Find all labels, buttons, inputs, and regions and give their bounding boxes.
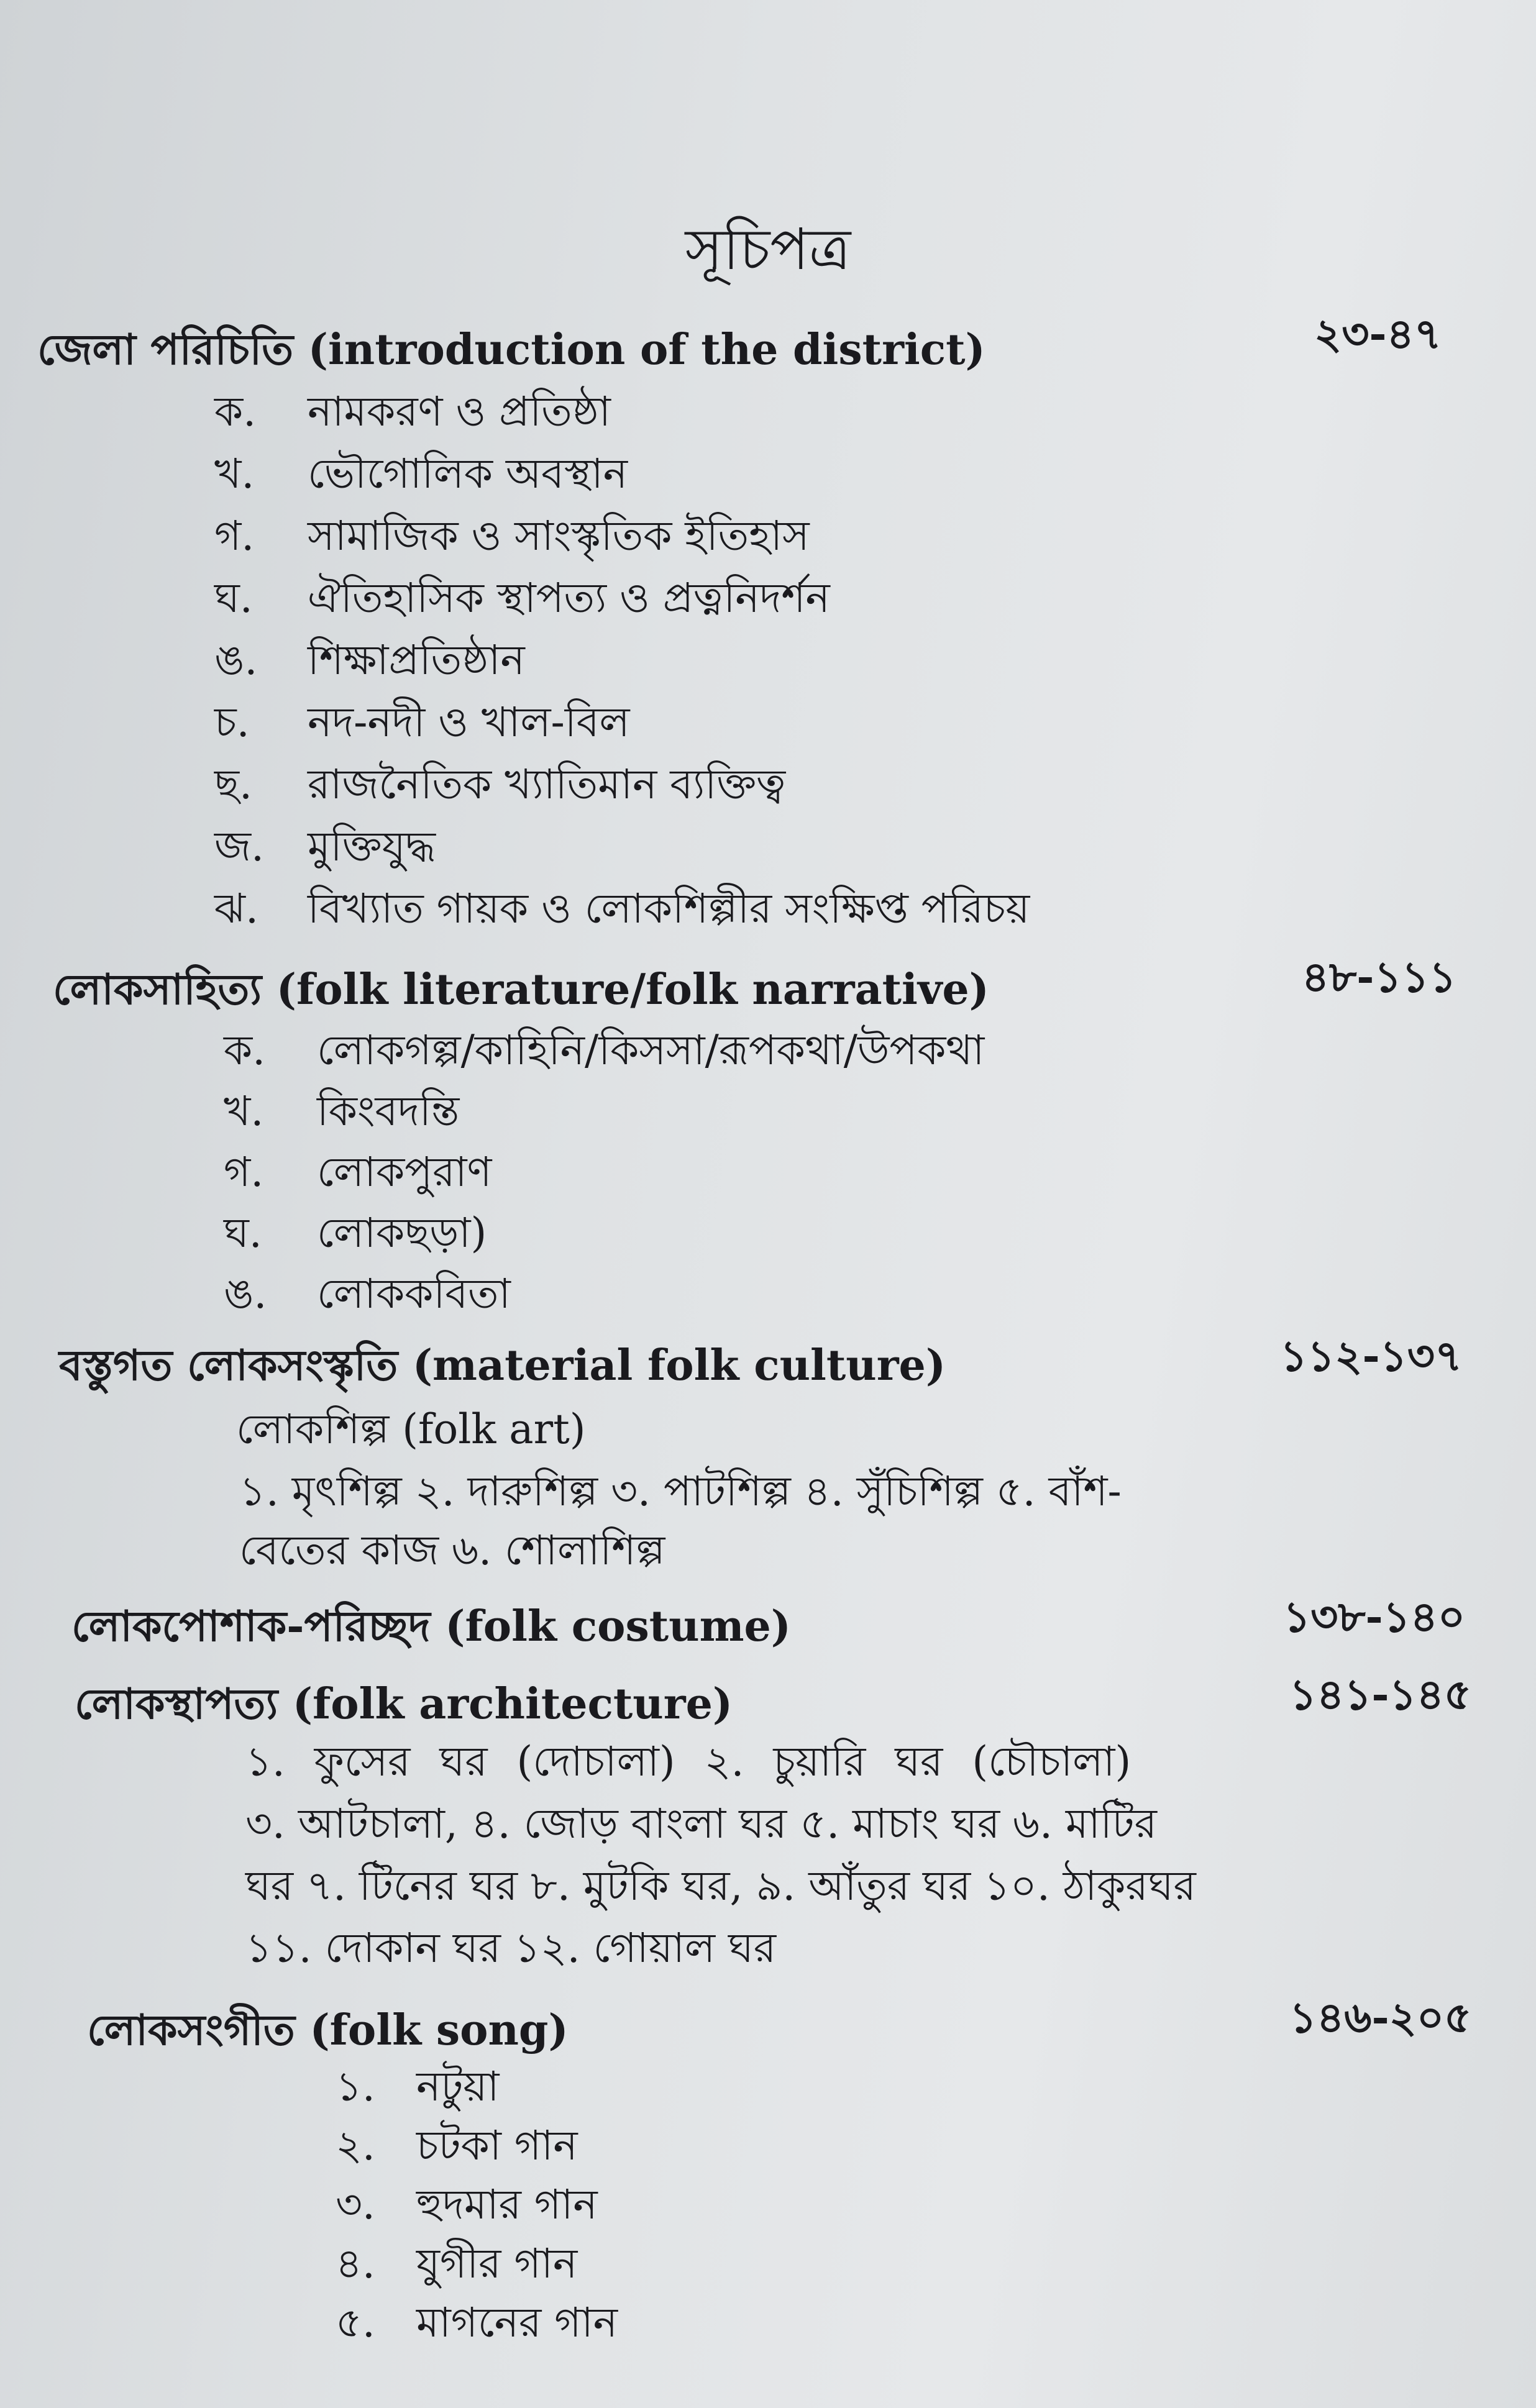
item-mark: খ. bbox=[224, 1087, 264, 1135]
item-text: মুক্তিযুদ্ধ bbox=[308, 823, 436, 870]
list-item bbox=[214, 567, 830, 635]
item-text: শিক্ষাপ্রতিষ্ঠান bbox=[308, 636, 525, 684]
list-item bbox=[214, 753, 785, 821]
paragraph-line: ৩. আটচালা, ৪. জোড় বাংলা ঘর ৫. মাচাং ঘর ৬. মাটির bbox=[245, 1800, 1157, 1848]
list-item bbox=[336, 2114, 578, 2182]
section-heading-folk-song: লোকসংগীত (folk song) bbox=[87, 2005, 569, 2055]
item-text: ভৌগোলিক অবস্থান bbox=[308, 450, 628, 498]
item-text: রাজনৈতিক খ্যাতিমান ব্যক্তিত্ব bbox=[308, 760, 786, 808]
list-item bbox=[336, 2291, 618, 2360]
page-title: সূচিপত্র bbox=[685, 216, 851, 283]
item-text: লোকপুরাণ bbox=[317, 1148, 492, 1196]
section-pages-costume: ১৩৮-১৪০ bbox=[1283, 1592, 1466, 1642]
item-text: যুগীর গান bbox=[416, 2240, 578, 2287]
list-item bbox=[214, 691, 630, 759]
item-text: লোকগল্প/কাহিনি/কিসসা/রূপকথা/উপকথা bbox=[317, 1026, 985, 1074]
item-mark: ৪. bbox=[336, 2240, 375, 2287]
item-mark: ১. bbox=[336, 2063, 375, 2110]
section-pages-district: ২৩-৪৭ bbox=[1314, 309, 1442, 359]
section-pages-material-culture: ১১২-১৩৭ bbox=[1280, 1331, 1463, 1381]
item-mark: গ. bbox=[224, 1148, 264, 1196]
paragraph-line: ১১. দোকান ঘর ১২. গোয়াল ঘর bbox=[245, 1924, 777, 1972]
section-pages-architecture: ১৪১-১৪৫ bbox=[1289, 1670, 1471, 1720]
item-mark: জ. bbox=[214, 823, 265, 870]
list-item bbox=[336, 2173, 598, 2242]
item-mark: ঘ. bbox=[214, 574, 253, 622]
subheading-folk-art: লোকশিল্প (folk art) bbox=[236, 1405, 586, 1453]
item-mark: ক. bbox=[214, 388, 257, 436]
section-heading-material-culture: বস্তুগত লোকসংস্কৃতি (material folk culture) bbox=[59, 1341, 946, 1390]
item-text: সামাজিক ও সাংস্কৃতিক ইতিহাস bbox=[308, 512, 810, 560]
item-text: বিখ্যাত গায়ক ও লোকশিল্পীর সংক্ষিপ্ত পরিচয় bbox=[308, 885, 1030, 933]
list-item bbox=[214, 629, 525, 697]
list-item bbox=[214, 442, 628, 511]
list-item bbox=[224, 1202, 487, 1270]
list-item bbox=[214, 815, 436, 883]
list-item bbox=[214, 877, 1030, 946]
item-text: কিংবদন্তি bbox=[317, 1087, 460, 1135]
item-text: হুদমার গান bbox=[416, 2181, 598, 2228]
item-text: নটুয়া bbox=[416, 2063, 500, 2110]
item-mark: ঙ. bbox=[224, 1270, 267, 1318]
paragraph-line: ১. মৃৎশিল্প ২. দারুশিল্প ৩. পাটশিল্প ৪. সুঁচিশিল্প ৫. বাঁশ- bbox=[239, 1467, 1122, 1515]
list-item bbox=[214, 380, 611, 449]
section-heading-literature: লোকসাহিত্য (folk literature/folk narrative) bbox=[53, 965, 989, 1015]
list-item bbox=[224, 1080, 459, 1148]
item-mark: ৩. bbox=[336, 2181, 375, 2228]
section-heading-costume: লোকপোশাক-পরিচ্ছদ (folk costume) bbox=[71, 1602, 791, 1651]
item-mark: গ. bbox=[214, 512, 255, 560]
section-heading-architecture: লোকস্থাপত্য (folk architecture) bbox=[75, 1679, 733, 1729]
section-pages-folk-song: ১৪৬-২০৫ bbox=[1289, 1993, 1472, 2043]
item-mark: ক. bbox=[224, 1026, 266, 1074]
section-pages-literature: ৪৮-১১১ bbox=[1302, 952, 1456, 1002]
item-text: মাগনের গান bbox=[416, 2299, 618, 2346]
item-mark: ৫. bbox=[336, 2299, 375, 2346]
item-mark: ঙ. bbox=[214, 636, 258, 684]
list-item bbox=[224, 1262, 511, 1331]
item-text: ঐতিহাসিক স্থাপত্য ও প্রত্ননিদর্শন bbox=[308, 574, 830, 622]
list-item bbox=[336, 2055, 499, 2123]
item-text: লোককবিতা bbox=[317, 1270, 511, 1318]
item-mark: ঘ. bbox=[224, 1209, 262, 1257]
item-text: নামকরণ ও প্রতিষ্ঠা bbox=[308, 388, 611, 436]
item-mark: চ. bbox=[214, 698, 250, 746]
item-mark: ঝ. bbox=[214, 885, 258, 933]
paragraph-line: ঘর ৭. টিনের ঘর ৮. মুটকি ঘর, ৯. আঁতুর ঘর ১০. ঠাকুরঘর bbox=[245, 1862, 1196, 1910]
paragraph-line: বেতের কাজ ৬. শোলাশিল্প bbox=[239, 1526, 665, 1574]
section-heading-district: জেলা পরিচিতি (introduction of the district) bbox=[37, 325, 985, 375]
item-text: চটকা গান bbox=[416, 2122, 578, 2169]
list-item bbox=[224, 1019, 984, 1087]
paragraph-line: ১. ফুসের ঘর (দোচালা) ২. চুয়ারি ঘর (চৌচালা) bbox=[245, 1738, 1131, 1785]
list-item bbox=[336, 2232, 577, 2301]
item-mark: ছ. bbox=[214, 760, 252, 808]
item-mark: খ. bbox=[214, 450, 255, 498]
list-item bbox=[214, 504, 810, 573]
list-item bbox=[224, 1141, 491, 1209]
item-text: নদ-নদী ও খাল-বিল bbox=[308, 698, 630, 746]
item-text: লোকছড়া) bbox=[317, 1209, 487, 1257]
item-mark: ২. bbox=[336, 2122, 375, 2169]
